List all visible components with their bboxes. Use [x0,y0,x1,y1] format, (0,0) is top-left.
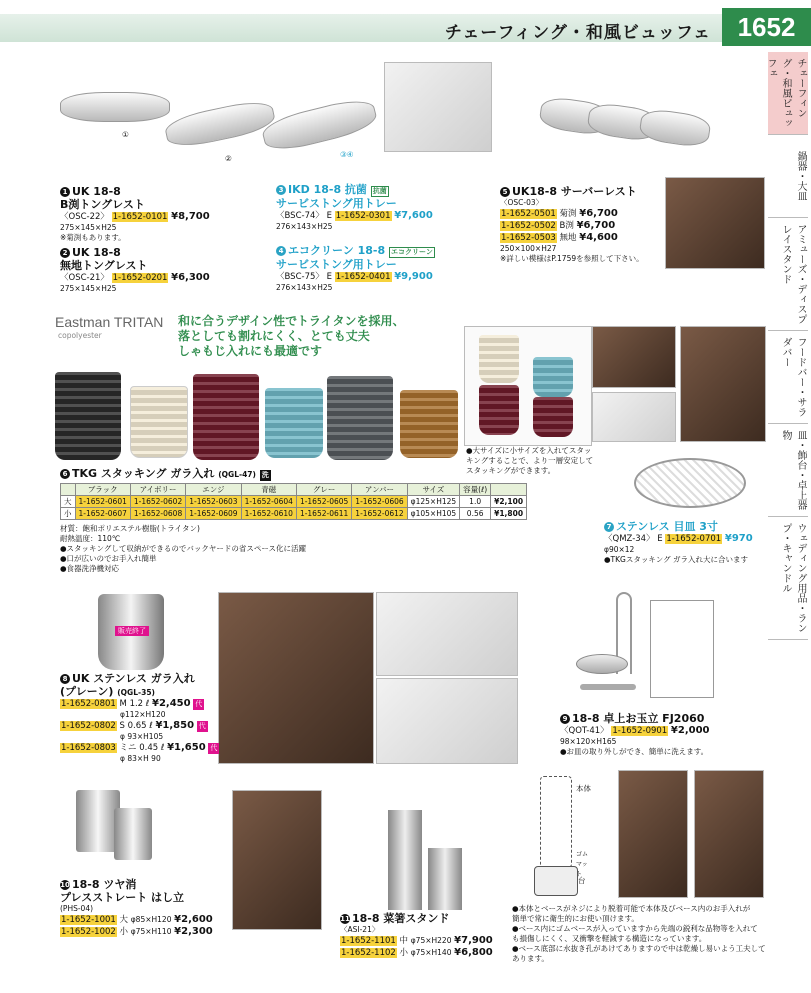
model-number: 〈QMZ-34〉 [604,534,655,544]
note: ●TKGスタッキング ガラ入れ大に合います [604,555,749,564]
saibashi-stand-large [388,810,422,910]
price-row: 1-1652-1102 小 φ75×H140 ¥6,800 [341,947,493,958]
tray-image-3-4 [260,95,380,156]
price-row: 1-1652-0501 菊渕 ¥6,700 [501,208,618,219]
tray-label-3-4: ③④ [340,150,354,159]
model-number: 〈OSC-21〉 [60,273,109,283]
tritan-sub: copolyester [58,331,102,340]
price-row: 1-1652-1002 小 φ75×H110 ¥2,300 [61,926,213,937]
product-number-badge: 3 [276,185,286,195]
strainer-image [634,458,746,508]
saibashi-photo-1 [618,770,688,898]
price: ¥8,700 [171,211,210,222]
product-subname: サービストング用トレー [276,258,397,271]
product-1 [60,185,220,243]
spec-notes: 材質：飽和ポリエステル樹脂(トライタン) 耐熱温度：110℃ ●スタッキングして収納ができるのでバックヤードの省スペース化に活躍 ●口が広いのでお手入れ簡単 ●食器洗浄機対応 [60,524,306,573]
model-number: 〈BSC-75〉 [276,272,324,282]
product-number-badge: 5 [500,187,510,197]
product-number-badge: 9 [560,714,570,724]
chopstick-holder-small [114,808,152,860]
ladle-stand-photo [650,600,714,698]
model-number: 〈BSC-74〉 [276,211,324,221]
price-row: 1-1652-0801 M 1.2 ℓ ¥2,450 代 [61,698,203,709]
product-7 [604,520,784,565]
item-code: 1-1652-0101 [112,212,168,222]
saibashi-photo-2 [694,770,764,898]
price: ¥9,900 [394,271,433,282]
server-rest-photo [665,177,765,269]
item-code: 1-1652-0401 [335,272,391,282]
product-name: TKG スタッキング ガラ入れ [72,467,215,480]
product-number-badge: 2 [60,248,70,258]
dimensions: 275×145×H25 [60,223,117,232]
product-9 [560,712,740,757]
saibashi-notes: ●本体とベースがネジにより脱着可能で本体及びベース内のお手入れが 簡単で常に衛生的にお使い頂けます。 ●ベース内にゴムベースが入っていますから先端の鋭利な品物等を入れて も損傷しにくく、又衝撃を軽減する構造になっています。 ●ベース底部に水抜き孔があけてありますので中は乾燥し易いよう工夫して あります。 [512,904,766,963]
product-number-badge: 6 [60,469,70,479]
product-subname: 無地トングレスト [60,259,148,272]
model-number: 〈OSC-03〉 [500,198,544,207]
price: ¥2,000 [670,725,710,736]
spec-table [60,483,527,520]
dimensions: 276×143×H25 [276,283,333,292]
sidebar-tab-wedding[interactable]: ウェディング用品・ランプ・キャンドル [768,517,808,640]
table-row: 小 1-1652-0607 1-1652-0608 1-1652-0609 1-1652-0610 1-1652-0611 1-1652-0612 φ105×H105 0.56 ¥1,800 [61,508,527,520]
product-8: 8 UK ステンレス ガラ入れ (プレーン) (QGL-35) 1-1652-0801 M 1.2 ℓ ¥2,450 代 φ112×H120 1-1652-0802 S 0.65 ℓ ¥1,850 代 φ 93×H105 1-1652-0803 ミニ 0.45 ℓ ¥1,650 代 φ 83×H 90 [60,672,220,764]
tray-image-1 [60,92,170,122]
product-number-badge: 10 [60,881,70,889]
product-name: UK18-8 サーバーレスト [512,185,637,198]
saibashi-diagram: 本体 ゴムマット 台 [530,770,592,898]
product-subname: (プレーン) (QGL-35) [60,685,155,698]
discontinued-badge: 販売終了 [115,626,149,636]
price: ¥970 [724,533,753,544]
mark: E [326,272,332,282]
price-row: 1-1652-0503 無地 ¥4,600 [501,232,618,243]
product-2 [60,246,220,294]
product-11 [340,912,510,959]
server-rest-image-c [638,107,712,148]
tray-label-2: ② [225,154,232,163]
product-name: ステンレス 目皿 3寸 [616,520,718,533]
sidebar-tab-pots[interactable]: 鍋器・大皿 [768,135,808,218]
cup-enji [193,374,259,460]
dishwasher-tag: 洗 [261,471,269,479]
product-3 [276,183,456,232]
sidebar-tab-display-stand[interactable]: アミューズ・ディスプレイスタンド [768,218,808,331]
buffet-photo-3 [376,678,518,764]
sidebar-tab-food-bar[interactable]: フードバー・サラダバー [768,331,808,424]
table-row: 大 1-1652-0601 1-1652-0602 1-1652-0603 1-1652-0604 1-1652-0605 1-1652-0606 φ125×H125 1.0 ¥2,100 [61,496,527,508]
sidebar-tab-chafing[interactable]: チェーフィング・和風ビュッフェ [768,52,808,135]
product-subname: プレスストレート はし立 [60,891,185,904]
dimensions: 98×120×H165 [560,737,617,746]
price-row: 1-1652-0803 ミニ 0.45 ℓ ¥1,650 代 [61,742,218,753]
cup-seiji [265,388,323,458]
amber-cup-photo-2 [680,326,766,442]
product-name: UK 18-8 [72,246,121,259]
product-5 [500,185,670,264]
cup-gray [327,376,393,460]
saibashi-stand-small [428,848,462,910]
mark: E [326,211,332,221]
note: ●お皿の取り外しができ、簡単に洗えます。 [560,747,709,756]
model-number: (PHS-04) [60,904,94,913]
price-row: 1-1652-1101 中 φ75×H220 ¥7,900 [341,935,493,946]
product-name: 18-8 ツヤ消 [72,878,137,891]
sidebar-tab-tableware[interactable]: 皿・飾台・卓上器物 [768,424,808,517]
chopstick-holder-photo [232,790,322,930]
cup-seiji-small [533,357,573,397]
page-title: チェーフィング・和風ビュッフェ [444,23,711,43]
model-number: (QGL-47) [218,470,256,479]
note: ※詳しい模様はP.1759を参照して下さい。 [500,254,644,263]
model-number: 〈OSC-22〉 [60,212,109,222]
dimensions: 276×143×H25 [276,222,333,231]
tritan-slogan: 和に合うデザイン性でトライタンを採用、 落としても割れにくく、とても丈夫 しゃもじ入れにも最適です [178,314,405,358]
product-4 [276,244,456,293]
tritan-logo: Eastman TRITAN [55,314,164,330]
cup-enji-small [533,397,573,437]
cup-ivory [130,386,188,458]
cup-black [55,372,121,460]
product-name: UK ステンレス ガラ入れ [72,672,195,685]
buffet-photo-1 [218,592,374,764]
item-code: 1-1652-0901 [612,726,668,736]
model-number: 〈QOT-41〉 [560,726,609,736]
product-number-badge: 8 [60,674,70,684]
product-name: IKD 18-8 抗菌 [288,183,367,196]
note: ※菊渕もあります。 [60,233,126,242]
antibacterial-tag: 抗菌 [372,187,387,195]
product-6 [60,467,527,574]
item-code: 1-1652-0201 [112,273,168,283]
amber-cup-photo-3 [592,392,676,442]
item-code: 1-1652-0301 [335,211,391,221]
tray-label-1: ① [122,130,129,139]
page-number: 1652 [722,8,811,46]
mark: E [657,534,663,544]
buffet-photo-2 [376,592,518,676]
cup-enji-large [479,385,519,435]
item-code: 1-1652-0701 [666,534,722,544]
stacking-photo [464,326,592,446]
price-row: 1-1652-1001 大 φ85×H120 ¥2,600 [61,914,213,925]
cup-amber [400,390,458,458]
product-10 [60,878,230,938]
price: ¥7,600 [394,210,433,221]
tray-image-2 [163,97,277,151]
product-name: UK 18-8 [72,185,121,198]
stacking-note: ●大サイズに小サイズを入れてスタッ キングすることで、より一層安定して スタッキングができます。 [466,446,594,475]
product-name: エコクリーン 18-8 [288,244,386,257]
ladle-stand-image [572,592,638,696]
product-number-badge: 11 [340,915,350,923]
table-header-row: ブラック アイボリー エンジ 青磁 グレー アンバー サイズ 容量(ℓ) [61,484,527,496]
amber-cup-photo-1 [592,326,676,388]
chafing-photo [384,62,492,152]
product-number-badge: 4 [276,246,286,256]
product-number-badge: 7 [604,522,614,532]
product-subname: サービストング用トレー [276,197,397,210]
cup-ivory-small [479,335,519,383]
price-row: 1-1652-0502 B渕 ¥6,700 [501,220,616,231]
dimensions: 275×145×H25 [60,284,117,293]
product-subname: B渕トングレスト [60,198,145,211]
product-name: 18-8 卓上お玉立 FJ2060 [572,712,705,725]
dimensions: φ90×12 [604,545,635,554]
model-number: 〈ASI-21〉 [340,925,380,934]
eco-clean-tag: エコクリーン [390,248,433,256]
product-name: 18-8 菜箸スタンド [352,912,450,925]
price-row: 1-1652-0802 S 0.65 ℓ ¥1,850 代 [61,720,206,731]
dimensions: 250×100×H27 [500,244,557,253]
price: ¥6,300 [171,272,210,283]
product-number-badge: 1 [60,187,70,197]
